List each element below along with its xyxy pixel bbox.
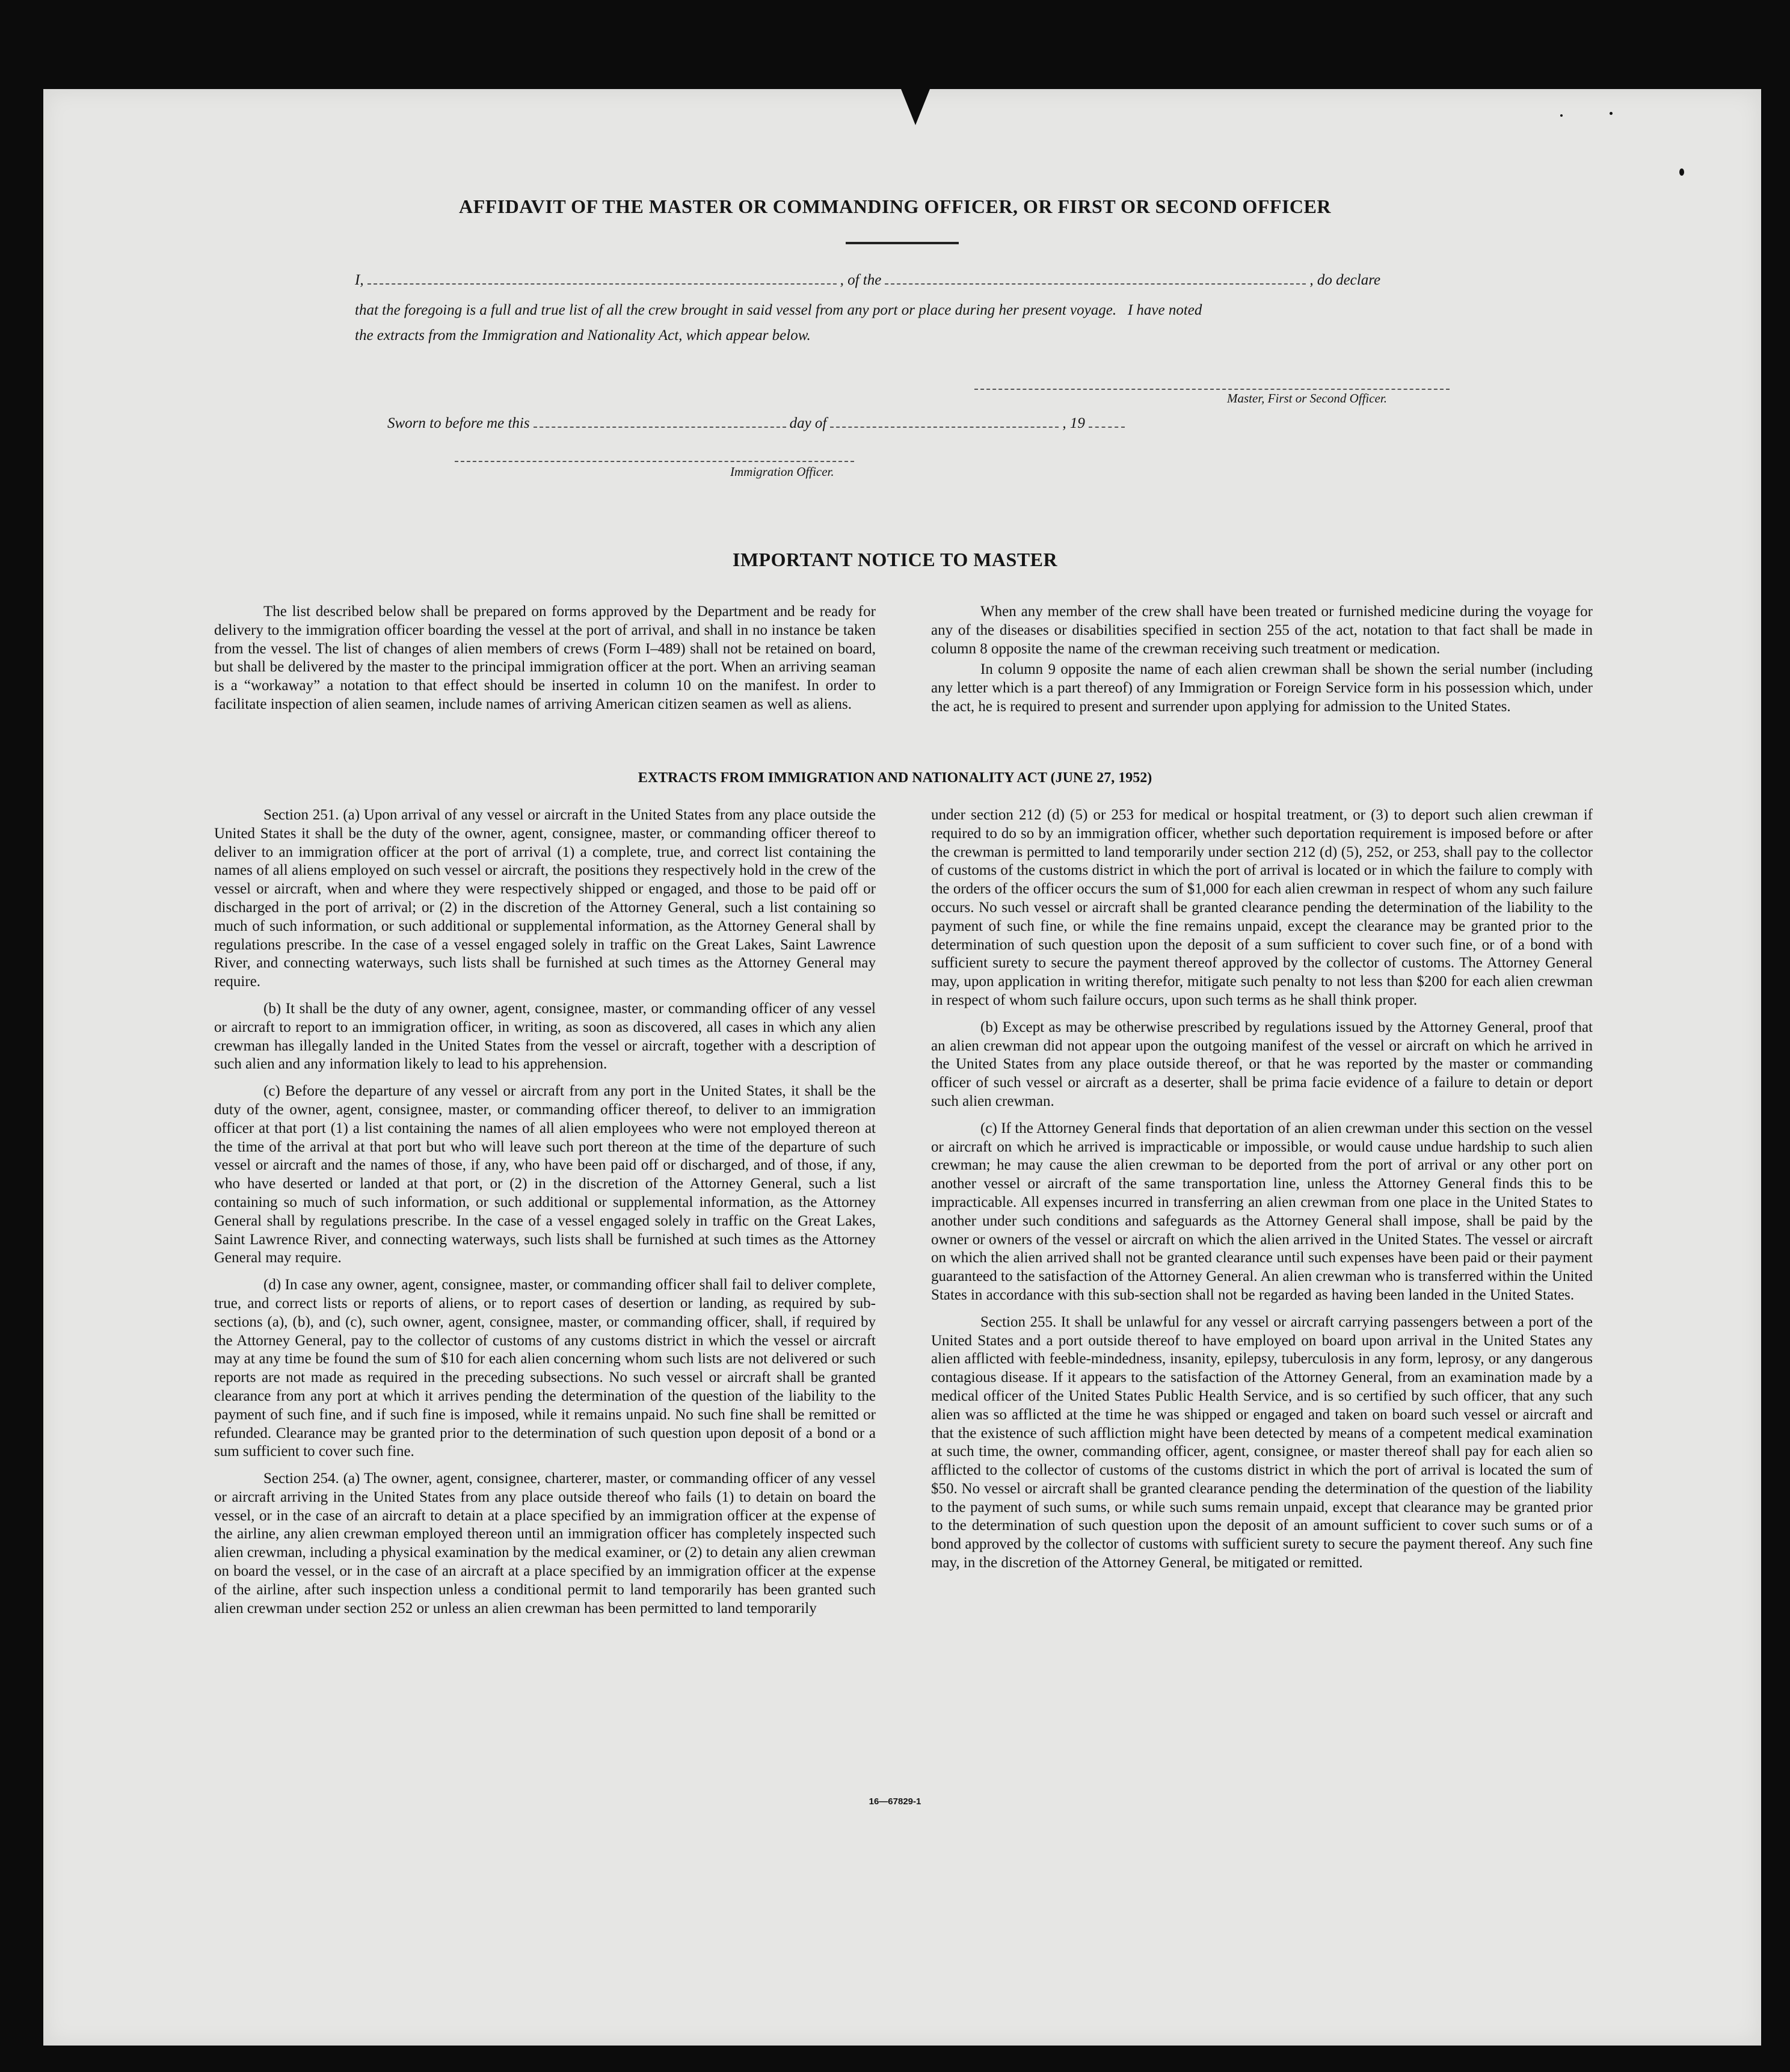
- name-blank[interactable]: [368, 273, 837, 285]
- extract-paragraph: Section 255. It shall be unlawful for any vessel or aircraft carrying passengers between a port of the United States and a port outside thereof to have employed on board upon arrival in the United States any alien afflicted with feeble-mindedness, insanity, epilepsy, tuberculosis in any form, leprosy, or any dangerous contagious disease. If it appears to the satisfaction of the Attorney General, from an examination made by a medical officer of the United States Public Health Service, and is so certified by such officer, that any such alien was so afflicted at the time he was shipped or engaged and taken on board such vessel or aircraft and that the existence of such affliction might have been detected by means of a competent medical examination at such time, the owner, commanding officer, agent, consignee, or master thereof shall pay for each alien so afflicted to the collector of customs of the customs district in which the port of arrival is located the sum of $50. No vessel or aircraft shall be granted clearance pending the determination of the question of the liability to the payment of such sums, or while such sums remain unpaid, except that clearance may be granted prior to the determination of such question upon the deposit of an amount sufficient to cover such sums or of a bond approved by the collector of customs with sufficient surety to secure the payment thereof. Any such fine may, in the discretion of the Attorney General, be mitigated or remitted.: [931, 1313, 1593, 1571]
- master-signature-label: Master, First or Second Officer.: [1227, 391, 1387, 405]
- extract-paragraph: (c) Before the departure of any vessel or aircraft from any port in the United States, it shall be the duty of the owner, agent, consignee, master, or commanding officer thereof, to deliver to an immigration officer at that port (1) a list containing the names of all alien employees who were not employed thereon at the time of the arrival at that port but who will leave such port thereon at the time of the departure of such vessel or aircraft and the names of those, if any, who have been paid off or discharged, and of those, if any, who have deserted or landed at that port, or (2) in the discretion of the Attorney General, such a list containing so much of such information, or such additional or supplemental information, as the Attorney General shall by regulations prescribe. In the case of a vessel engaged solely in traffic on the Great Lakes, Saint Lawrence River, and connecting waterways, such lists shall be furnished at such times as the Attorney General may require.: [214, 1083, 876, 1266]
- page-notch: [901, 89, 930, 125]
- extracts-right-column: [931, 806, 1593, 1581]
- notice-right-paragraph: When any member of the crew shall have been treated or furnished medicine during the voyage for any of the diseases or disabilities specified in section 255 of the act, notation to that fact shall be made in column 8 opposite the name of the crewman receiving such treatment or medication.: [931, 603, 1593, 657]
- extract-paragraph: under section 212 (d) (5) or 253 for medical or hospital treatment, or (3) to deport such alien crewman if required to do so by an immigration officer, whether such deportation requirement is imposed before or after the crewman is permitted to land temporarily under section 212 (d) (5), 252, or 253, shall pay to the collector of customs of the customs district in which the port of arrival is located or in which the failure to comply with the orders of the officer occurs the sum of $1,000 for each alien crewman in respect of whom any such failure occurs. No such vessel or aircraft shall be granted clearance pending the determination of the liability to the payment of such fine, or while the fine remains unpaid, except the clearance may be granted prior to the determination of such question upon the deposit of a sum sufficient to cover such fine, or of a bond with sufficient surety to secure the payment thereof approved by the collector of customs. The Attorney General may, upon application in writing therefor, mitigate such penalty to not less than $200 for each alien crewman in respect of whom such failure occurs, upon such terms as he shall think proper.: [931, 807, 1593, 1008]
- notice-left-column: [214, 603, 876, 723]
- title-rule: [846, 242, 959, 244]
- immigration-officer-line[interactable]: [455, 461, 854, 462]
- affidavit-line-3: the extracts from the Immigration and Nationality Act, which appear below.: [355, 327, 811, 344]
- scan-speck: [1679, 168, 1684, 176]
- scan-speck: [1610, 112, 1613, 115]
- affidavit-title: AFFIDAVIT OF THE MASTER OR COMMANDING OFFICER, OR FIRST OR SECOND OFFICER: [459, 196, 1331, 217]
- vessel-blank[interactable]: [885, 273, 1306, 285]
- notice-right-column: [931, 603, 1593, 725]
- sworn-year: , 19: [1062, 415, 1085, 431]
- scan-speck: [1560, 114, 1563, 117]
- notice-right-paragraph: In column 9 opposite the name of each alien crewman shall be shown the serial number (including any letter which is a part thereof) of any Immigration or Foreign Service form in his possession which, under the act, he is required to present and surrender upon applying for admission to the United States.: [931, 661, 1593, 715]
- sworn-day-of: day of: [789, 415, 827, 431]
- extract-paragraph: (d) In case any owner, agent, consignee, master, or commanding officer shall fail to deliver complete, true, and correct lists or reports of aliens, or to report cases of desertion or landing, as required by sub-sections (a), (b), and (c), such owner, agent, consignee, master, or commanding officer, shall, if required by the Attorney General, pay to the collector of customs of any customs district in which the vessel or aircraft may at any time be found the sum of $10 for each alien concerning whom such lists are not delivered or such reports are not made as required in the preceding subsections. No such vessel or aircraft shall be granted clearance from any port at which it arrives pending the determination of the question of the liability to the payment of such fine, and if such fine is imposed, while it remains unpaid. No such fine shall be remitted or refunded. Clearance may be granted prior to the determination of such question upon deposit of a bond or a sum sufficient to cover such fine.: [214, 1277, 876, 1460]
- sworn-month-blank[interactable]: [830, 416, 1059, 428]
- notice-title: IMPORTANT NOTICE TO MASTER: [732, 549, 1058, 570]
- affidavit-line-2: that the foregoing is a full and true list of all the crew brought in said vessel from any port or place during her present voyage. I have noted: [355, 302, 1202, 318]
- affidavit-do-declare: , do declare: [1309, 272, 1381, 288]
- extract-paragraph: Section 254. (a) The owner, agent, consignee, charterer, master, or commanding officer of any vessel or aircraft arriving in the United States from any place outside thereof who fails (1) to detain on board the vessel, or in the case of an aircraft to detain at a place specified by an immigration officer at the expense of the airline, any alien crewman employed thereon until an immigration officer has completely inspected such alien crewman, including a physical examination by the medical examiner, or (2) to detain any alien crewman on board the vessel, or in the case of an aircraft at a place specified by an immigration officer at the expense of the airline, after such inspection unless a conditional permit to land temporarily has been granted such alien crewman under section 252 or unless an alien crewman has been permitted to land temporarily: [214, 1470, 876, 1617]
- extract-paragraph: (c) If the Attorney General finds that deportation of an alien crewman under this section on the vessel or aircraft on which he arrived is impracticable or impossible, or would cause undue hardship to such alien crewman; he may cause the alien crewman to be deported from the port of arrival or any other port on another vessel or aircraft of the same transportation line, unless the Attorney General finds this to be impracticable. All expenses incurred in transferring an alien crewman from one place in the United States to another under such conditions and safeguards as the Attorney General shall impose, shall be paid by the owner or owners of the vessel or aircraft on which the alien arrived in the United States. The vessel or aircraft on which the alien arrived shall not be granted clearance until such expenses have been paid or their payment guaranteed to the satisfaction of the Attorney General. An alien crewman who is transferred within the United States in accordance with this sub-section shall not be regarded as having been landed in the United States.: [931, 1120, 1593, 1303]
- affidavit-line-1: [355, 272, 1380, 289]
- extract-paragraph: Section 251. (a) Upon arrival of any vessel or aircraft in the United States from any place outside the United States it shall be the duty of the owner, agent, consignee, master, or commanding officer thereof to deliver to an immigration officer at the port of arrival (1) a complete, true, and correct list containing the names of all aliens employed on such vessel or aircraft, the positions they respectively hold in the crew of the vessel or aircraft, when and where they were respectively shipped or engaged, and those to be paid off or discharged in the port of arrival; or (2) in the discretion of the Attorney General, such a list containing so much of such information, or such additional or supplemental information, as the Attorney General shall by regulations prescribe. In the case of a vessel engaged solely in traffic on the Great Lakes, Saint Lawrence River, and connecting waterways, such lists shall be furnished at such times as the Attorney General may require.: [214, 807, 876, 990]
- affidavit-i: I,: [355, 272, 364, 288]
- sworn-year-blank[interactable]: [1089, 416, 1125, 428]
- sworn-start: Sworn to before me this: [387, 415, 530, 431]
- sworn-line: [387, 415, 1128, 432]
- extracts-title: EXTRACTS FROM IMMIGRATION AND NATIONALITY ACT (JUNE 27, 1952): [638, 770, 1152, 786]
- notice-left-paragraph: The list described below shall be prepared on forms approved by the Department and be ready for delivery to the immigration officer boarding the vessel at the port of arrival, and shall in no instance be taken from the vessel. The list of changes of alien members of crews (Form I–489) shall not be retained on board, but shall be delivered by the master to the principal immigration officer at the port. When an arriving seaman is a “workaway” a notation to that effect should be inserted in column 10 on the manifest. In order to facilitate inspection of alien seamen, include names of arriving American citizen seamen as well as aliens.: [214, 603, 876, 712]
- extracts-left-column: [214, 806, 876, 1626]
- extract-paragraph: (b) Except as may be otherwise prescribed by regulations issued by the Attorney General, proof that an alien crewman did not appear upon the outgoing manifest of the vessel or aircraft on which he arrived in the United States from any place outside thereof, or that he was reported by the master or commanding officer of such vessel or aircraft as a deserter, shall be prima facie evidence of a failure to detain or deport such alien crewman.: [931, 1019, 1593, 1109]
- affidavit-of-the: , of the: [840, 272, 882, 288]
- immigration-officer-label: Immigration Officer.: [730, 464, 834, 479]
- extract-paragraph: (b) It shall be the duty of any owner, agent, consignee, master, or commanding officer of any vessel or aircraft to report to an immigration officer, in writing, as soon as discovered, all cases in which any alien crewman has illegally landed in the United States from the vessel or aircraft, together with a description of such alien and any information likely to lead to his apprehension.: [214, 1000, 876, 1073]
- form-number: 16—67829-1: [869, 1796, 921, 1807]
- sworn-date-blank[interactable]: [534, 416, 786, 428]
- master-signature-line[interactable]: [974, 389, 1450, 390]
